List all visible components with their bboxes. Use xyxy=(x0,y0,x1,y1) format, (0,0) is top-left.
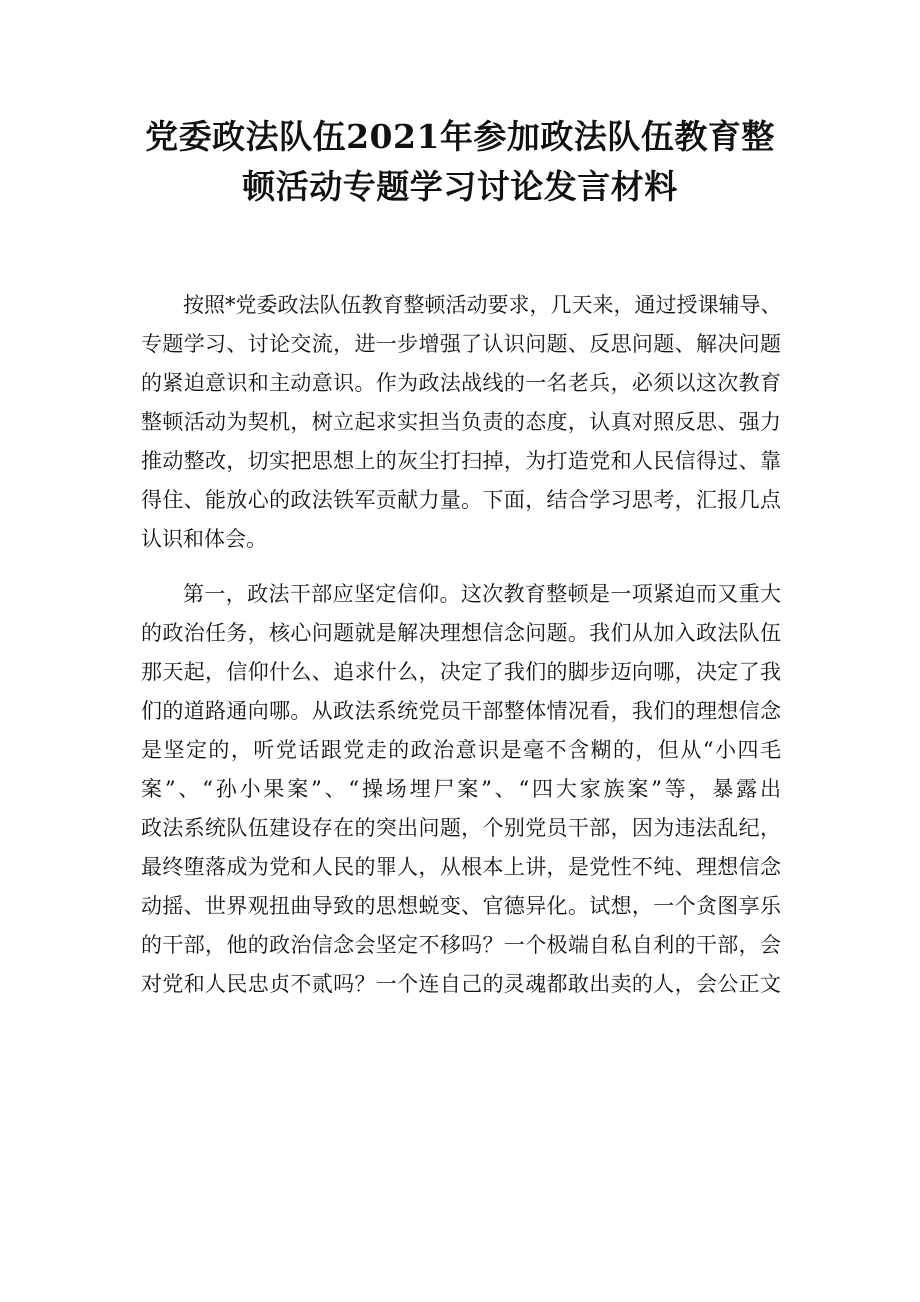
text-line: 的紧迫意识和主动意识。作为政法战线的一名老兵，必须以这次教育 xyxy=(141,371,781,395)
text-line: 动摇、世界观扭曲导致的思想蜕变、官德异化。试想，一个贪图享乐 xyxy=(141,894,781,918)
document-body xyxy=(141,286,781,1020)
text-line: 专题学习、讨论交流，进一步增强了认识问题、反思问题、解决问题 xyxy=(141,332,781,356)
text-line: 整顿活动为契机，树立起求实担当负责的态度，认真对照反思、强力 xyxy=(141,410,781,434)
text-line: 的干部，他的政治信念会坚定不移吗？一个极端自私自利的干部，会 xyxy=(141,933,781,957)
document-title xyxy=(120,112,800,212)
text-line: 认识和体会。 xyxy=(141,527,267,551)
text-line: 是坚定的，听党话跟党走的政治意识是毫不含糊的，但从“小四毛 xyxy=(141,738,781,762)
paragraph-first-point xyxy=(141,575,781,1004)
text-line: 政法系统队伍建设存在的突出问题，个别党员干部，因为违法乱纪， xyxy=(141,816,781,840)
title-line: 顿活动专题学习讨论发言材料 xyxy=(242,167,678,206)
text-line: 推动整改，切实把思想上的灰尘打扫掉，为打造党和人民信得过、靠 xyxy=(141,449,781,473)
text-line: 第一，政法干部应坚定信仰。这次教育整顿是一项紧迫而又重大 xyxy=(183,582,781,606)
text-line: 们的道路通向哪。从政法系统党员干部整体情况看，我们的理想信念 xyxy=(141,699,781,723)
text-line: 的政治任务，核心问题就是解决理想信念问题。我们从加入政法队伍 xyxy=(141,621,781,645)
text-line: 按照*党委政法队伍教育整顿活动要求，几天来，通过授课辅导、 xyxy=(183,293,781,317)
text-line: 最终堕落成为党和人民的罪人，从根本上讲，是党性不纯、理想信念 xyxy=(141,855,781,879)
title-line: 党委政法队伍2021年参加政法队伍教育整 xyxy=(145,117,775,156)
text-line: 对党和人民忠贞不贰吗？一个连自己的灵魂都敢出卖的人，会公正文 xyxy=(141,972,781,996)
text-line: 案”、“孙小果案”、“操场埋尸案”、“四大家族案”等，暴露出 xyxy=(141,777,781,801)
text-line: 那天起，信仰什么、追求什么，决定了我们的脚步迈向哪，决定了我 xyxy=(141,660,781,684)
paragraph-intro xyxy=(141,286,781,559)
text-line: 得住、能放心的政法铁军贡献力量。下面，结合学习思考，汇报几点 xyxy=(141,488,781,512)
